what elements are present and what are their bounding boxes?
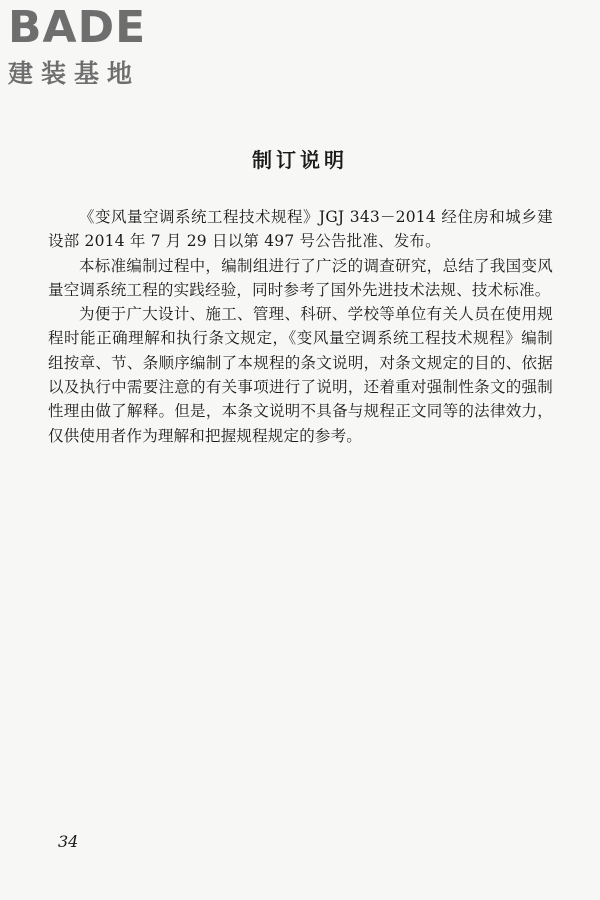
watermark-subtitle: 建装基地 [8, 59, 141, 88]
page-title: 制订说明 [252, 148, 348, 172]
document-body [48, 205, 553, 448]
paragraph-1: 《变风量空调系统工程技术规程》JGJ 343－2014 经住房和城乡建设部 2014 年 7 月 29 日以第 497 号公告批准、发布。 [48, 208, 553, 251]
watermark-brand: BADE [8, 2, 147, 53]
paragraph-3: 为便于广大设计、施工、管理、科研、学校等单位有关人员在使用规程时能正确理解和执行条文规定，《变风量空调系统工程技术规程》编制组按章、节、条顺序编制了本规程的条文说明，对条文规定的目的、依据以及执行中需要注意的有关事项进行了说明，还着重对强制性条文的强制性理由做了解释。但是，本条文说明不具备与规程正文同等的法律效力，仅供使用者作为理解和把握规程规定的参考。 [48, 305, 553, 445]
page-number: 34 [58, 832, 79, 851]
paragraph-2: 本标准编制过程中，编制组进行了广泛的调查研究，总结了我国变风量空调系统工程的实践经验，同时参考了国外先进技术法规、技术标准。 [48, 256, 553, 299]
watermark-logo [8, 4, 183, 90]
